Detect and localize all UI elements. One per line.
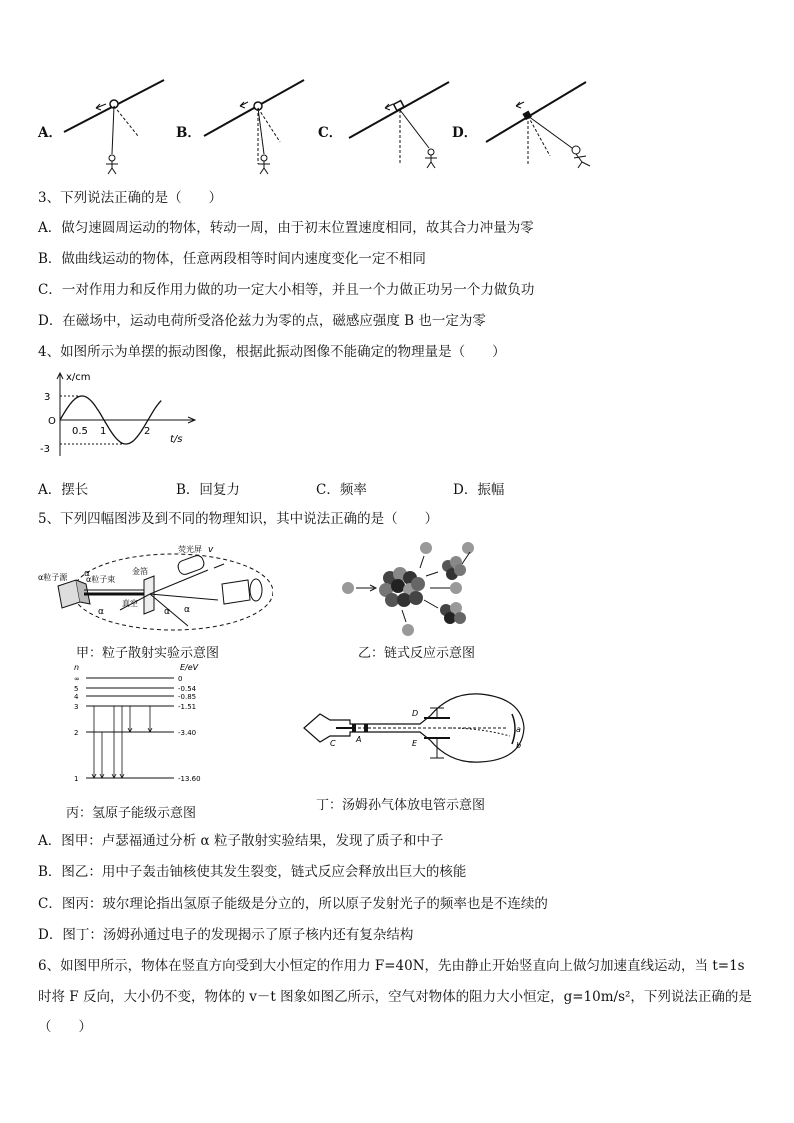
label-gold-foil: 金箔 [132, 567, 148, 576]
label-b: b [516, 741, 522, 750]
energy-level-e: -0.54 [178, 685, 197, 693]
q2-figure-b [200, 76, 310, 176]
q2-option-d-label: D． [452, 125, 478, 141]
q6-line-2: 时将 F 反向，大小仍不变，物体的 v－t 图象如图乙所示，空气对物体的阻力大小恒定，g=10m/s²，下列说法正确的是 [38, 989, 752, 1005]
y-tick-zero: O [48, 416, 56, 427]
label-alpha-4: α [98, 607, 104, 617]
q3-option-d: D．在磁场中，运动电荷所受洛伦兹力为零的点，磁感应强度 B 也一定为零 [38, 313, 486, 329]
q4-option-d: D．振幅 [453, 482, 505, 498]
y-tick-neg3: -3 [40, 444, 50, 455]
label-alpha-1: α [84, 569, 90, 579]
q2-option-c-label: C． [318, 125, 343, 141]
q3-option-c: C．一对作用力和反作用力做的功一定大小相等，并且一个力做正功另一个力做负功 [38, 282, 535, 298]
x-axis-label: t/s [170, 434, 183, 445]
fig3-caption: 丙：氢原子能级示意图 [66, 806, 197, 821]
q4-option-a: A．摆长 [38, 482, 89, 498]
q4-option-b: B．回复力 [176, 482, 240, 498]
x-tick-2: 2 [144, 426, 151, 437]
q5-option-a: A．图甲：卢瑟福通过分析 α 粒子散射实验结果，发现了质子和中子 [38, 833, 444, 849]
label-alpha-beam: α粒子束 [86, 575, 116, 584]
q3-option-a: A．做匀速圆周运动的物体，转动一周，由于初末位置速度相同，故其合力冲量为零 [38, 220, 534, 236]
label-a2: a [516, 725, 521, 734]
energy-level-n: 3 [74, 703, 79, 711]
energy-level-e: -1.51 [178, 703, 197, 711]
q2-option-b-label: B． [176, 125, 201, 141]
q4-stem: 4、如图所示为单摆的振动图像，根据此振动图像不能确定的物理量是（ ） [38, 344, 506, 360]
n-header: n [74, 663, 80, 672]
label-v: v [208, 545, 214, 555]
label-a: A [356, 735, 362, 744]
y-tick-3: 3 [44, 392, 51, 403]
energy-level-e: -0.85 [178, 693, 197, 701]
energy-level-n: 2 [74, 729, 79, 737]
fig4-caption: 丁：汤姆孙气体放电管示意图 [316, 798, 486, 813]
energy-level-n: 1 [74, 775, 79, 783]
fig2-caption: 乙：链式反应示意图 [358, 646, 476, 661]
energy-level-e: 0 [178, 675, 183, 683]
thomson-tube-figure [300, 684, 530, 774]
fig1-caption: 甲：粒子散射实验示意图 [76, 646, 220, 661]
q6-line-1: 6、如图甲所示，物体在竖直方向受到大小恒定的作用力 F=40N，先由静止开始竖直向上做匀加速直线运动，当 t=1s [38, 958, 745, 974]
energy-level-n: 5 [74, 685, 79, 693]
q2-figure-d [482, 76, 602, 176]
energy-level-n: 4 [74, 693, 79, 701]
x-tick-1: 1 [100, 426, 107, 437]
label-screen: 荧光屏 [178, 545, 202, 554]
q2-figure-a [60, 76, 170, 176]
label-c: C [330, 739, 336, 748]
label-d: D [412, 709, 419, 718]
label-alpha-3: α [184, 605, 190, 615]
q2-figure-c [345, 76, 455, 176]
q2-option-a-label: A． [38, 125, 62, 141]
label-e: E [412, 739, 418, 748]
hydrogen-energy-levels-figure [70, 660, 220, 790]
q6-line-3: （ ） [38, 1019, 92, 1035]
energy-level-e: -3.40 [178, 729, 197, 737]
q3-option-b: B．做曲线运动的物体，任意两段相等时间内速度变化一定不相同 [38, 251, 426, 267]
label-vacuum: 真空 [122, 599, 138, 608]
x-tick-0-5: 0.5 [72, 426, 88, 437]
q5-stem: 5、下列四幅图涉及到不同的物理知识，其中说法正确的是（ ） [38, 511, 439, 527]
e-header: E/eV [180, 663, 199, 672]
q5-option-b: B．图乙：用中子轰击铀核使其发生裂变，链式反应会释放出巨大的核能 [38, 864, 467, 880]
label-alpha-source: α粒子源 [38, 573, 68, 582]
energy-level-n: ∞ [74, 675, 80, 683]
q5-option-d: D．图丁：汤姆孙通过电子的发现揭示了原子核内还有复杂结构 [38, 927, 414, 943]
y-axis-label: x/cm [66, 372, 91, 383]
q4-option-c: C．频率 [316, 482, 367, 498]
q5-option-c: C．图丙：玻尔理论指出氢原子能级是分立的，所以原子发射光子的频率也是不连续的 [38, 896, 548, 912]
q3-stem: 3、下列说法正确的是（ ） [38, 190, 223, 206]
chain-reaction-figure [338, 538, 488, 638]
alpha-scattering-figure [38, 540, 273, 635]
q4-oscillation-graph [36, 370, 206, 460]
energy-level-e: -13.60 [178, 775, 201, 783]
label-alpha-2: α [164, 607, 170, 617]
uranium-nucleus [379, 567, 425, 607]
